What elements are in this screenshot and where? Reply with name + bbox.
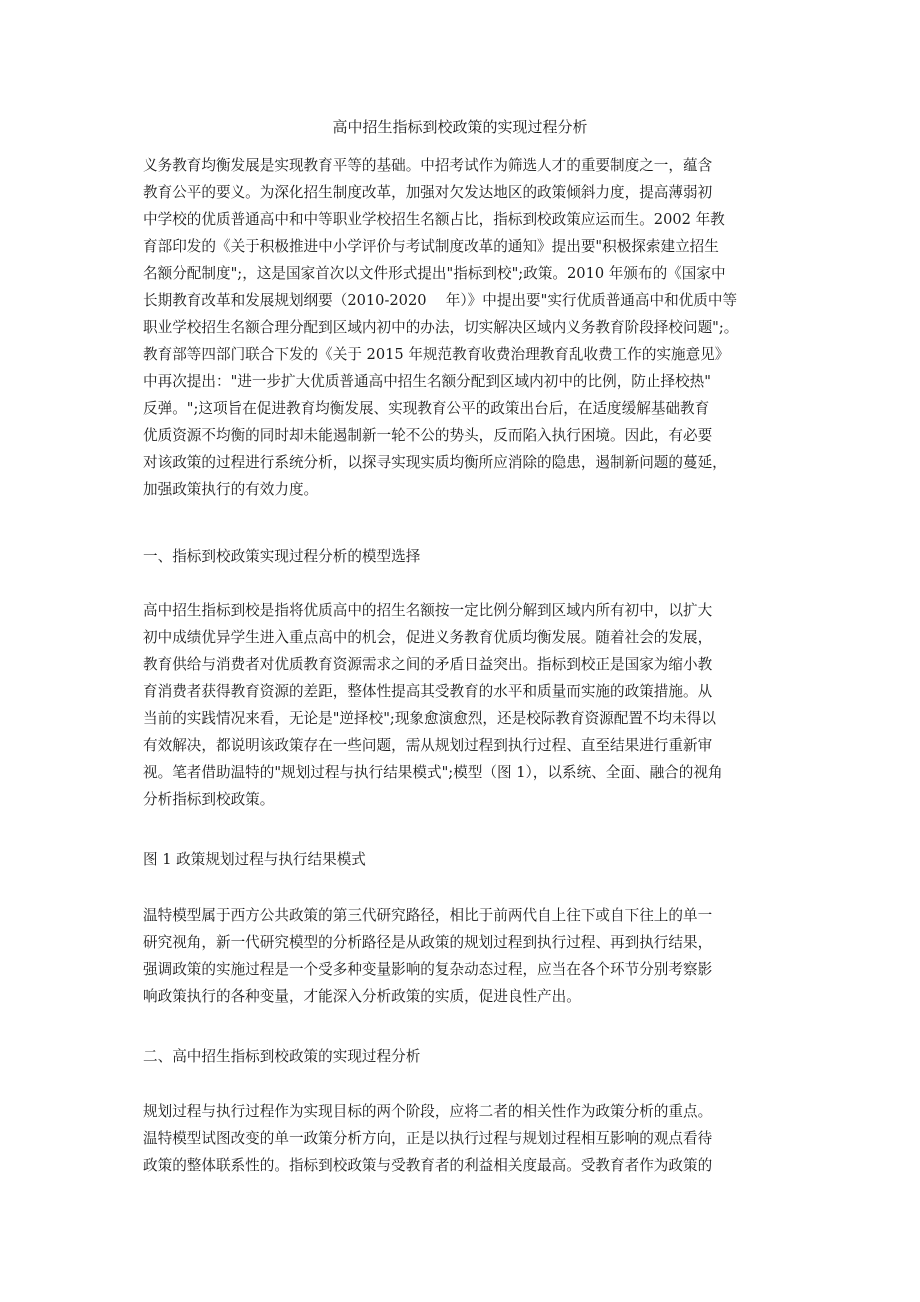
section-1-line: 有效解决，都说明该政策存在一些问题，需从规划过程到执行过程、直至结果进行重新审 <box>143 737 713 754</box>
section-2-line: 温特模型试图改变的单一政策分析方向，正是以执行过程与规划过程相互影响的观点看待 <box>143 1130 713 1147</box>
section-1-line: 育消费者获得教育资源的差距，整体性提高其受教育的水平和质量而实施的政策措施。从 <box>143 683 713 700</box>
section-1-line: 温特模型属于西方公共政策的第三代研究路径，相比于前两代自上往下或自下往上的单一 <box>143 907 713 924</box>
intro-line: 加强政策执行的有效力度。 <box>143 481 319 498</box>
intro-line: 名额分配制度";，这是国家首次以文件形式提出"指标到校";政策。2010 年颁布的《国家中 <box>143 265 726 282</box>
section-2-line: 规划过程与执行过程作为实现目标的两个阶段，应将二者的相关性作为政策分析的重点。 <box>143 1103 713 1120</box>
section-1-line: 视。笔者借助温特的"规划过程与执行结果模式";模型（图 1），以系统、全面、融合的视角 <box>143 764 723 781</box>
intro-line: 长期教育改革和发展规划纲要（2010-2020 年）》中提出要"实行优质普通高中和优质中等 <box>143 292 738 309</box>
section-1-line: 强调政策的实施过程是一个受多种变量影响的复杂动态过程，应当在各个环节分别考察影 <box>143 961 713 978</box>
section-1-paragraph <box>143 597 803 813</box>
section-1-line: 高中招生指标到校是指将优质高中的招生名额按一定比例分解到区域内所有初中，以扩大 <box>143 602 713 619</box>
intro-line: 义务教育均衡发展是实现教育平等的基础。中招考试作为筛选人才的重要制度之一，蕴含 <box>143 157 713 174</box>
section-1-line: 当前的实践情况来看，无论是"逆择校";现象愈演愈烈，还是校际教育资源配置不均未得以 <box>143 710 716 727</box>
intro-line: 对该政策的过程进行系统分析，以探寻实现实质均衡所应消除的隐患，遏制新问题的蔓延， <box>143 454 727 471</box>
intro-paragraph <box>143 152 803 503</box>
figure-caption: 图 1 政策规划过程与执行结果模式 <box>143 851 366 868</box>
intro-line: 优质资源不均衡的同时却未能遏制新一轮不公的势头，反而陷入执行困境。因此，有必要 <box>143 427 713 444</box>
section-1-line: 分析指标到校政策。 <box>143 791 275 808</box>
section-1-heading: 一、指标到校政策实现过程分析的模型选择 <box>143 548 421 565</box>
section-2-line: 政策的整体联系性的。指标到校政策与受教育者的利益相关度最高。受教育者作为政策的 <box>143 1157 713 1174</box>
section-1-line: 教育供给与消费者对优质教育资源需求之间的矛盾日益突出。指标到校正是国家为缩小教 <box>143 656 713 673</box>
intro-line: 中再次提出："进一步扩大优质普通高中招生名额分配到区域内初中的比例，防止择校热" <box>143 373 711 390</box>
section-2-paragraph <box>143 1098 803 1179</box>
figure-caption-block <box>143 846 803 873</box>
section-1-line: 响政策执行的各种变量，才能深入分析政策的实质，促进良性产出。 <box>143 988 581 1005</box>
section-1-line: 初中成绩优异学生进入重点高中的机会，促进义务教育优质均衡发展。随着社会的发展， <box>143 629 713 646</box>
intro-line: 教育部等四部门联合下发的《关于 2015 年规范教育收费治理教育乱收费工作的实施意见》 <box>143 346 730 363</box>
section-1-line: 研究视角，新一代研究模型的分析路径是从政策的规划过程到执行过程、再到执行结果， <box>143 934 713 951</box>
intro-line: 教育公平的要义。为深化招生制度改革，加强对欠发达地区的政策倾斜力度，提高薄弱初 <box>143 184 713 201</box>
section-1-paragraph-2 <box>143 902 803 1010</box>
intro-line: 职业学校招生名额合理分配到区域内初中的办法，切实解决区域内义务教育阶段择校问题";。 <box>143 319 739 336</box>
section-2-heading-block <box>143 1043 803 1070</box>
intro-line: 反弹。";这项旨在促进教育均衡发展、实现教育公平的政策出台后，在适度缓解基础教育 <box>143 400 710 417</box>
intro-line: 育部印发的《关于积极推进中小学评价与考试制度改革的通知》提出要"积极探索建立招生 <box>143 238 719 255</box>
document-title: 高中招生指标到校政策的实现过程分析 <box>332 118 588 136</box>
intro-line: 中学校的优质普通高中和中等职业学校招生名额占比，指标到校政策应运而生。2002 年教 <box>143 211 725 228</box>
section-2-heading: 二、高中招生指标到校政策的实现过程分析 <box>143 1048 421 1065</box>
section-1-heading-block <box>143 543 803 570</box>
